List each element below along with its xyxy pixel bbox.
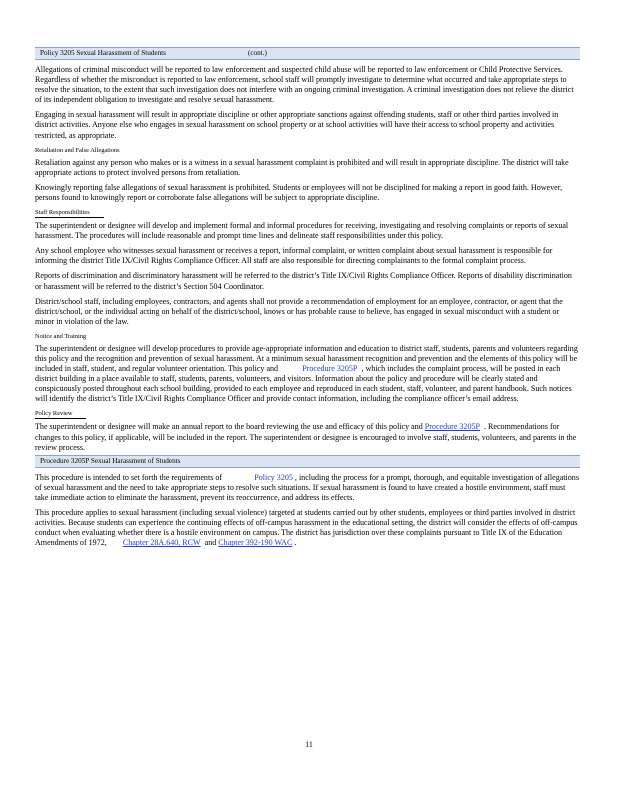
chapter-28a-640-link[interactable]: Chapter 28A.640, RCW [122, 538, 201, 548]
paragraph-procedure-applies: This procedure applies to sexual harassment (including sexual violence) targeted at students carried out by other students, employees or third parties involved in district activities. Because students can experience the continuing effects of off-campus harassment in the educational setting, the district will consider the effects of off-campus conduct when evaluating whether there is a hostile environment on campus. The district has jurisdiction over these complaints pursuant to Title IX of the Education Amendments of 1972, Chapter 28A.640, RCW and Chapter 392-190 WAC . [35, 508, 578, 548]
procedure-header-title: Procedure 3205P Sexual Harassment of Students [40, 456, 181, 465]
paragraph-review: The superintendent or designee will make an annual report to the board reviewing the use and efficacy of this policy and Procedure 3205P . Recommendations for changes to this policy, if applicable, will be included in the report. The superintendent or designee is encouraged to involve staff, students, volunteers, and parents in the review process. [35, 422, 577, 452]
paragraph-false-allegations: Knowingly reporting false allegations of sexual harassment is prohibited. Students or employees will not be disciplined for making a report in good faith. However, persons found to knowingly report or corroborate false allegations will be subject to appropriate discipline. [35, 182, 563, 202]
policy-header-title: Policy 3205 Sexual Harassment of Students [40, 49, 166, 57]
policy-header-cont: (cont.) [247, 49, 267, 57]
heading-staff-responsibilities: Staff Responsibilities [35, 208, 580, 218]
heading-notice-training: Notice and Training [35, 332, 87, 340]
page-number: 11 [305, 740, 313, 749]
procedure-3205p-link[interactable]: Procedure 3205P [302, 364, 358, 374]
policy-header-bar [35, 47, 580, 60]
paragraph-staff-procedures: The superintendent or designee will develop and implement formal and informal procedures for receiving, investigating and resolving complaints or reports of sexual harassment. The procedures will include reasonable and prompt time lines and delineate staff responsibilities under this policy. [35, 221, 569, 241]
paragraph-engaging: Engaging in sexual harassment will result in appropriate discipline or other appropriate sanctions against offending students, staff or other third parties involved in district activities. Anyone else who engages in sexual harassment on school property or at school activities will have their access to school property and activities restricted, as appropriate. [35, 110, 559, 140]
procedure-3205p-review-link[interactable]: Procedure 3205P [424, 422, 480, 432]
paragraph-procedure-intent: This procedure is intended to set forth the requirements of Policy 3205 , including the process for a prompt, thorough, and equitable investigation of allegations of sexual harassment and the need to take appropriate steps to resolve such situations. If sexual harassment is found to have created a hostile environment, staff must take immediate action to eliminate the harassment, prevent its reoccurrence, and address its effects. [35, 472, 579, 502]
policy-3205-link[interactable]: Policy 3205 [254, 472, 293, 482]
paragraph-criminal-misconduct: Allegations of criminal misconduct will be reported to law enforcement and suspected child abuse will be reported to law enforcement or Child Protective Services. Regardless of whether the misconduct is reported to law enforcement, school staff will promptly investigate to determine what occurred and take appropriate steps to resolve the situation, to the extent that such investigation does not interfere with an ongoing criminal investigation. A criminal investigation does not relieve the district of its independent obligation to investigate and resolve sexual harassment. [35, 65, 574, 105]
paragraph-reports-discrimination: Reports of discrimination and discriminatory harassment will be referred to the district’s Title IX/Civil Rights Compliance Officer. Reports of disability discrimination or harassment will be referred to the district’s Section 504 Coordinator. [35, 271, 572, 291]
paragraph-notice: The superintendent or designee will develop procedures to provide age-appropriate information and education to district staff, students, parents and volunteers regarding this policy and the recognition and prevention of sexual harassment. At a minimum sexual harassment recognition and prevention and the elements of this policy will be included in staff, student, and regular volunteer orientation. This policy and Procedure 3205P , which includes the complaint process, will be posted in each district building in a place available to staff, students, parents, volunteers, and visitors. Information about the policy and procedure will be clearly stated and conspicuously posted throughout each school building, provided to each employee and reproduced in each student, staff, volunteer, and parent handbook. Such notices will identify the district’s Title IX/Civil Rights Compliance Officer and provide contact information, including the compliance officer’s email address. [35, 343, 578, 404]
procedure-header-bar [35, 455, 580, 468]
paragraph-recommendation: District/school staff, including employees, contractors, and agents shall not provide a recommendation of employment for an employee, contractor, or agent that the district/school, or the individual acting on behalf of the district/school, knows or has probable cause to believe, has engaged in sexual misconduct with a student or minor in violation of the law. [35, 296, 563, 326]
heading-policy-review: Policy Review [35, 409, 580, 419]
chapter-392-190-link[interactable]: Chapter 392-190 WAC [218, 538, 293, 548]
paragraph-employee-witness: Any school employee who witnesses sexual harassment or receives a report, informal complaint, or written complaint about sexual harassment is responsible for informing the district Title IX/Civil Rights Compliance Officer. All staff are also responsible for directing complainants to the formal complaint process. [35, 246, 553, 266]
paragraph-retaliation: Retaliation against any person who makes or is a witness in a sexual harassment complaint is prohibited and will result in appropriate discipline. The district will take appropriate actions to protect involved persons from retaliation. [35, 157, 569, 177]
document-page [35, 47, 580, 548]
heading-retaliation: Retaliation and False Allegations [35, 146, 120, 154]
